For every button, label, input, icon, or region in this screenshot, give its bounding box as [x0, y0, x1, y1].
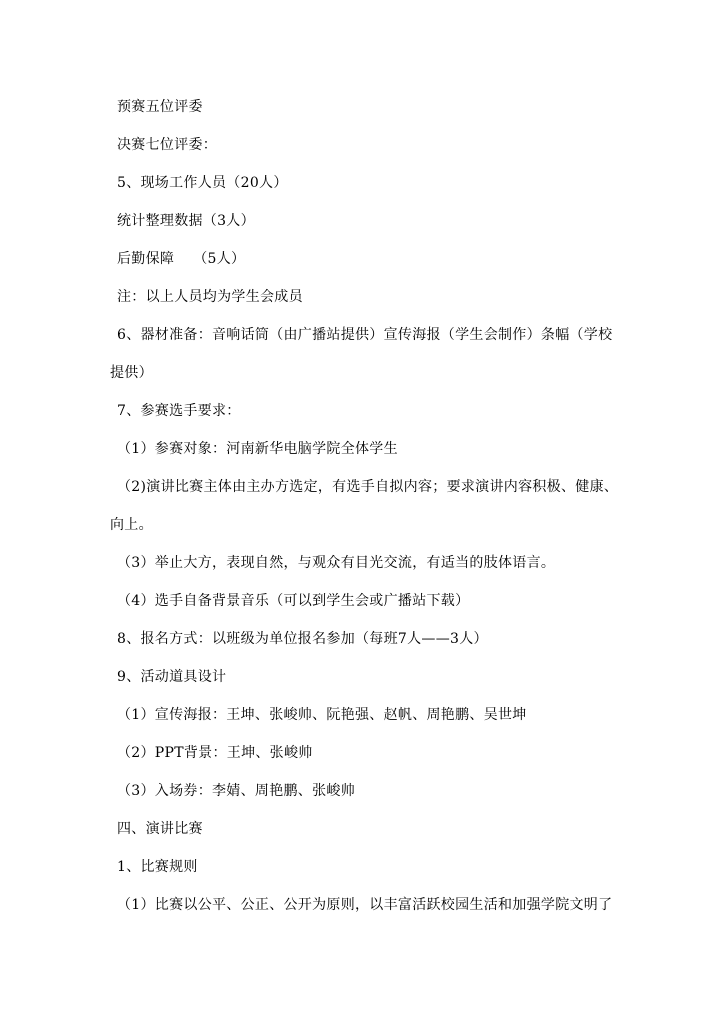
line-participants: （1）参赛对象：河南新华电脑学院全体学生 — [117, 441, 398, 457]
line-final-judges: 决赛七位评委： — [117, 137, 218, 153]
line-preliminary-judges: 预赛五位评委 — [117, 99, 203, 115]
line-logistics: 后勤保障 （5人） — [117, 251, 246, 267]
line-manner: （3）举止大方，表现自然，与观众有目光交流，有适当的肢体语言。 — [117, 555, 556, 571]
line-part-4: 四、演讲比赛 — [117, 821, 203, 837]
line-tickets: （3）入场券：李婧、周艳鹏、张峻帅 — [117, 783, 356, 799]
line-section-8: 8、报名方式：以班级为单位报名参加（每班7人——3人） — [117, 631, 488, 647]
line-statistics: 统计整理数据（3人） — [117, 213, 255, 229]
line-section-9: 9、活动道具设计 — [117, 669, 227, 685]
line-topic-cont: 向上。 — [110, 517, 153, 533]
line-music: （4）选手自备背景音乐（可以到学生会或广播站下载） — [117, 593, 470, 609]
line-ppt: （2）PPT背景：王坤、张峻帅 — [117, 745, 313, 761]
line-note: 注：以上人员均为学生会成员 — [117, 289, 303, 305]
line-poster: （1）宣传海报：王坤、张峻帅、阮艳强、赵帆、周艳鹏、吴世坤 — [117, 707, 527, 723]
line-rule-1: （1）比赛以公平、公正、公开为原则，以丰富活跃校园生活和加强学院文明了 — [117, 897, 613, 913]
line-rules: 1、比赛规则 — [117, 859, 198, 875]
line-topic: （2)演讲比赛主体由主办方选定，有选手自拟内容；要求演讲内容积极、健康、 — [117, 479, 619, 495]
line-section-6-cont: 提供） — [110, 365, 153, 381]
line-section-6: 6、器材准备：音响话筒（由广播站提供）宣传海报（学生会制作）条幅（学校 — [117, 327, 613, 343]
line-section-7: 7、参赛选手要求： — [117, 403, 241, 419]
line-section-5: 5、现场工作人员（20人） — [117, 175, 288, 191]
